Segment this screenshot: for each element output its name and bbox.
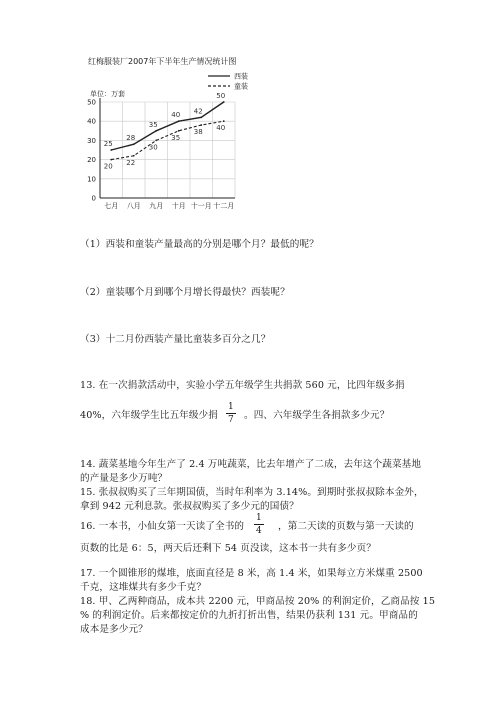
legend-label: 童装 — [234, 82, 248, 91]
question-18-line-2: % 的利润定价。后来都按定价的九折打折出售，结果仍获利 131 元。甲商品的 — [80, 610, 418, 621]
question-15-line-2: 拿到 942 元利息款。张叔叔购买了多少元的国债？ — [80, 501, 299, 512]
x-tick-label: 十月 — [171, 202, 186, 210]
question-3: （3）十二月份西装产量比童装多百分之几？ — [80, 334, 271, 345]
chart-title: 红梅服装厂2007年下半年生产情况统计图 — [88, 57, 237, 66]
data-label: 35 — [171, 133, 181, 142]
data-label: 30 — [148, 143, 158, 152]
data-label: 28 — [126, 134, 136, 143]
question-17-line-1: 17. 一个圆锥形的煤堆，底面直径是 8 米，高 1.4 米，如果每立方米煤重 2500 — [80, 568, 423, 579]
fraction-denominator: 7 — [228, 415, 234, 425]
question-16-line-1b: ，第二天读的页数与第一天读的 — [278, 521, 414, 532]
data-label: 35 — [148, 120, 158, 129]
question-14-line-1: 14. 蔬菜基地今年生产了 2.4 万吨蔬菜，比去年增产了二成，去年这个蔬菜基地 — [80, 459, 422, 470]
question-1: （1）西装和童装产量最高的分别是哪个月？最低的呢？ — [80, 239, 319, 250]
x-tick-label: 十一月 — [190, 202, 212, 210]
data-point — [178, 130, 180, 132]
x-tick-label: 七月 — [104, 202, 119, 210]
data-label: 22 — [126, 158, 136, 167]
x-tick-label: 十二月 — [213, 202, 235, 210]
question-13-line-1: 13. 在一次捐款活动中，实验小学五年级学生共捐款 560 元，比四年级多捐 — [80, 380, 405, 391]
question-17-line-2: 千克，这堆煤共有多少千克？ — [80, 582, 207, 593]
data-point — [223, 101, 225, 103]
data-point — [110, 159, 112, 161]
question-15-line-1: 15. 张叔叔购买了三年期国债，当时年利率为 3.14%。到期时张叔叔除本金外， — [80, 487, 424, 498]
question-16-line-1a: 16. 一本书，小仙女第一天读了全书的 — [80, 521, 245, 532]
question-18-line-1: 18. 甲、乙两种商品，成本共 2200 元，甲商品按 20% 的利润定价，乙商品按 15 — [80, 596, 436, 607]
data-point — [155, 140, 157, 142]
data-point — [110, 149, 112, 151]
fraction-one-seventh — [226, 401, 236, 426]
data-point — [155, 130, 157, 132]
data-label: 50 — [216, 92, 226, 100]
fraction-numerator: 1 — [256, 513, 262, 523]
question-13-line-2b: 。四、六年级学生各捐款多少元？ — [244, 410, 390, 421]
fraction-denominator: 4 — [256, 526, 262, 536]
data-point — [200, 124, 202, 126]
x-tick-label: 九月 — [149, 202, 164, 210]
question-18-line-3: 成本是多少元？ — [80, 624, 148, 635]
data-point — [133, 155, 135, 157]
data-label: 25 — [103, 140, 113, 148]
y-tick-label: 10 — [87, 175, 96, 184]
y-tick-label: 20 — [87, 156, 96, 165]
data-point — [223, 120, 225, 122]
data-label: 40 — [216, 124, 226, 133]
line-chart — [60, 64, 250, 214]
fraction-numerator: 1 — [228, 402, 234, 412]
data-label: 38 — [193, 128, 203, 137]
y-tick-label: 0 — [91, 194, 96, 203]
data-label: 40 — [171, 111, 181, 120]
legend-label: 西装 — [234, 72, 248, 81]
question-14-line-2: 的产量是多少万吨？ — [80, 473, 168, 484]
question-13-line-2a: 40%，六年级学生比五年级少捐 — [80, 410, 218, 421]
fraction-one-quarter — [254, 512, 264, 537]
data-label: 20 — [103, 162, 113, 171]
data-point — [178, 120, 180, 122]
question-2: （2）童装哪个月到哪个月增长得最快？西装呢？ — [80, 287, 290, 298]
x-tick-label: 八月 — [126, 202, 141, 210]
data-point — [200, 116, 202, 118]
y-tick-label: 40 — [87, 117, 96, 126]
question-16-line-2: 页数的比是 6：5，两天后还剩下 54 页没读，这本书一共有多少页？ — [80, 543, 376, 554]
y-tick-label: 50 — [87, 98, 96, 107]
data-label: 42 — [193, 107, 203, 116]
y-tick-label: 30 — [87, 136, 96, 145]
unit-label: 单位：万套 — [90, 90, 125, 98]
data-point — [133, 143, 135, 145]
